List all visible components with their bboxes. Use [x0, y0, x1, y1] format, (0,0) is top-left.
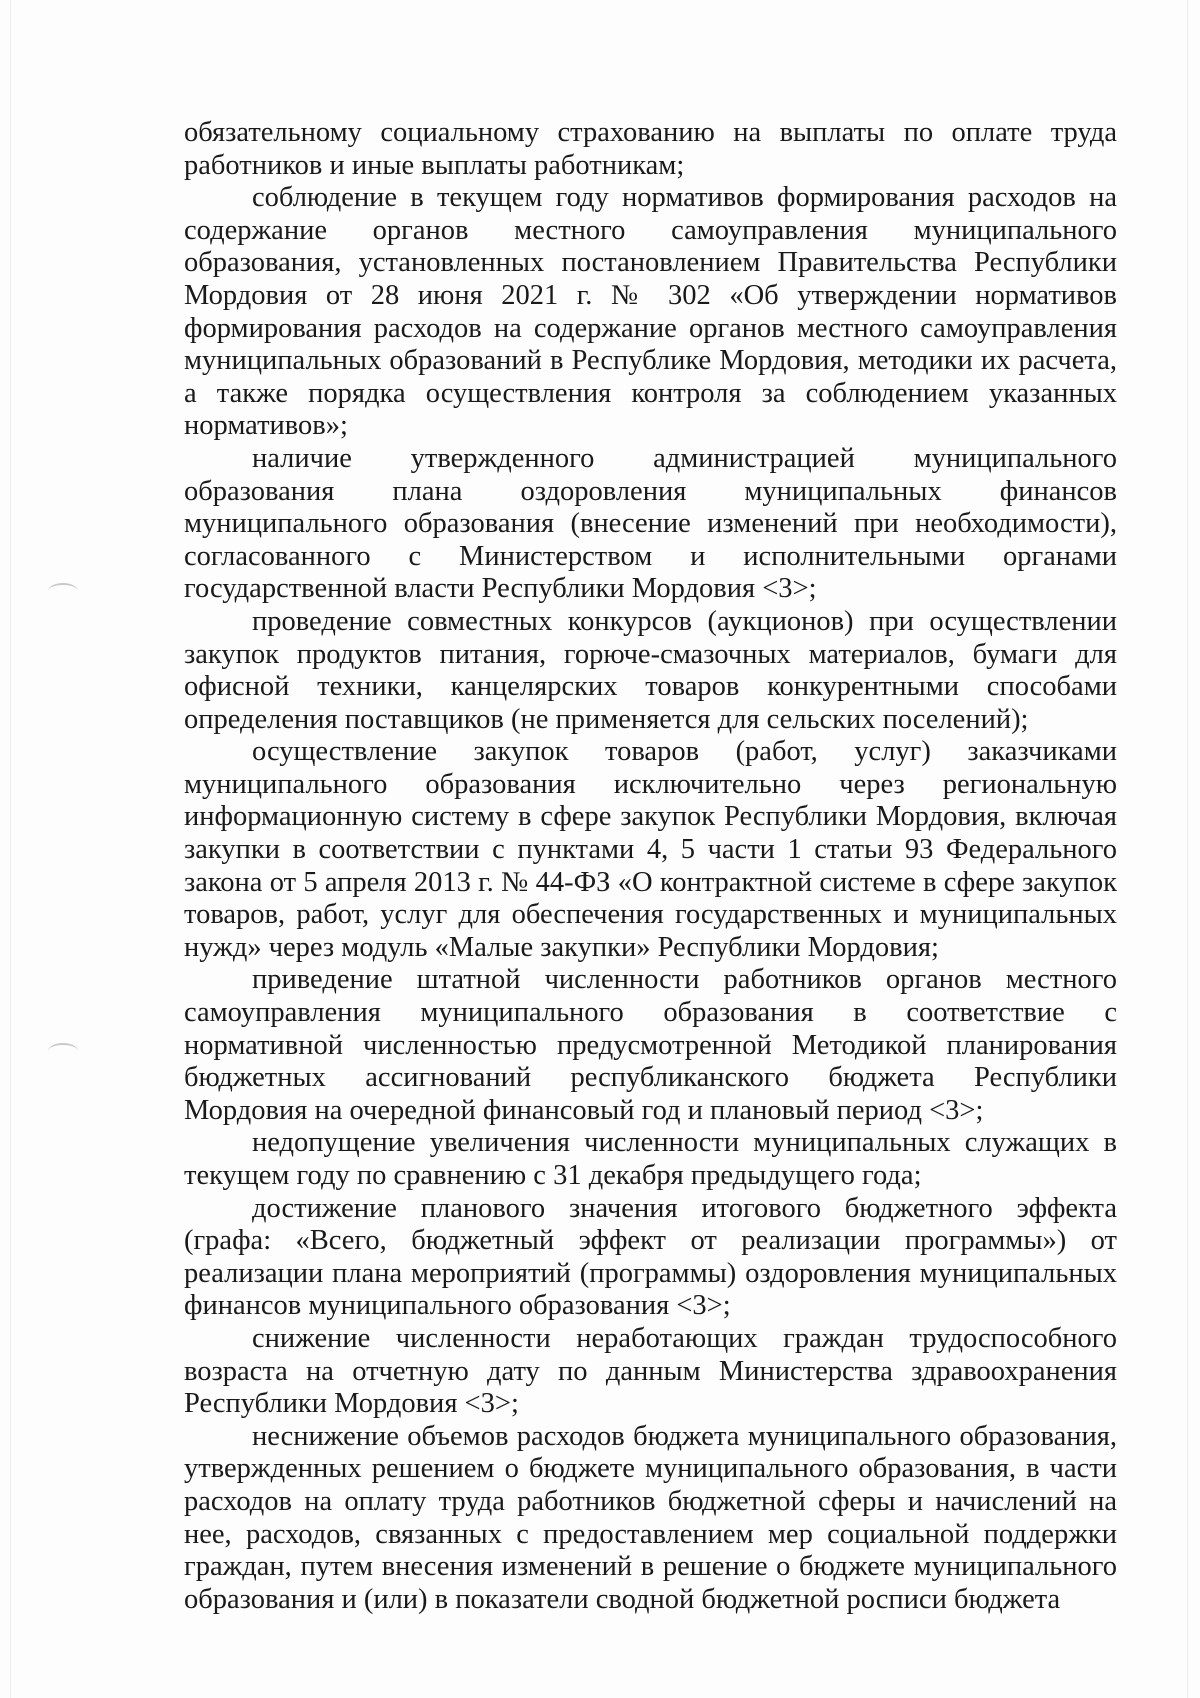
paragraph-no-staff-increase: недопущение увеличения численности муниципальных служащих в текущем году по сравнению с 31 декабря предыдущего года; [184, 1127, 1117, 1191]
paragraph-staff-numbers: приведение штатной численности работников органов местного самоуправления муниципального образования в соответствие с нормативной численностью предусмотренной Методикой планирования бюджетных ассигнований республиканского бюджета Республики Мордовия на очередной финансовый год и плановый период <3>; [184, 964, 1117, 1126]
paragraph-recovery-plan: наличие утвержденного администрацией муниципального образования плана оздоровления муниципальных финансов муниципального образования (внесение изменений при необходимости), согласованного с Министерством и исполнительными органами государственной власти Республики Мордовия <3>; [184, 442, 1117, 605]
paragraph-joint-tenders: проведение совместных конкурсов (аукционов) при осуществлении закупок продуктов питания, горюче-смазочных материалов, бумаги для офисной техники, канцелярских товаров конкурентными способами определения поставщиков (не применяется для сельских поселений); [184, 605, 1117, 735]
paragraph-expense-standards: соблюдение в текущем году нормативов формирования расходов на содержание органов местного самоуправления муниципального образования, установленных постановлением Правительства Республики Мордовия от 28 июня 2021 г. № 302 «Об утверждении нормативов формирования расходов на содержание органов местного самоуправления муниципальных образований в Республике Мордовия, методики их расчета, а также порядка осуществления контроля за соблюдением указанных нормативов»; [184, 182, 1117, 442]
paragraph-budget-effect: достижение планового значения итогового бюджетного эффекта (графа: «Всего, бюджетный эффект от реализации программы») от реализации плана мероприятий (программы) оздоровления муниципальных финансов муниципального образования <3>; [184, 1192, 1117, 1322]
document-body [184, 117, 1117, 1616]
paragraph-unemployed-reduction: снижение численности неработающих граждан трудоспособного возраста на отчетную дату по данным Министерства здравоохранения Республики Мордовия <3>; [184, 1322, 1117, 1420]
paragraph-expense-nonreduction: неснижение объемов расходов бюджета муниципального образования, утвержденных решением о бюджете муниципального образования, в части расходов на оплату труда работников бюджетной сферы и начислений на нее, расходов, связанных с предоставлением мер социальной поддержки граждан, путем внесения изменений в решение о бюджете муниципального образования и (или) в показатели сводной бюджетной росписи бюджета [184, 1420, 1117, 1615]
scan-edge-left [10, 0, 11, 1698]
hole-punch-mark [48, 583, 78, 599]
paragraph-continuation: обязательному социальному страхованию на выплаты по оплате труда работников и иные выплаты работникам; [184, 117, 1117, 181]
scan-edge-right [1187, 0, 1188, 1698]
paragraph-procurement-system: осуществление закупок товаров (работ, услуг) заказчиками муниципального образования исключительно через региональную информационную систему в сфере закупок Республики Мордовия, включая закупки в соответствии с пунктами 4, 5 части 1 статьи 93 Федерального закона от 5 апреля 2013 г. № 44-ФЗ «О контрактной системе в сфере закупок товаров, работ, услуг для обеспечения государственных и муниципальных нужд» через модуль «Малые закупки» Республики Мордовия; [184, 736, 1117, 963]
hole-punch-mark [48, 1043, 78, 1059]
